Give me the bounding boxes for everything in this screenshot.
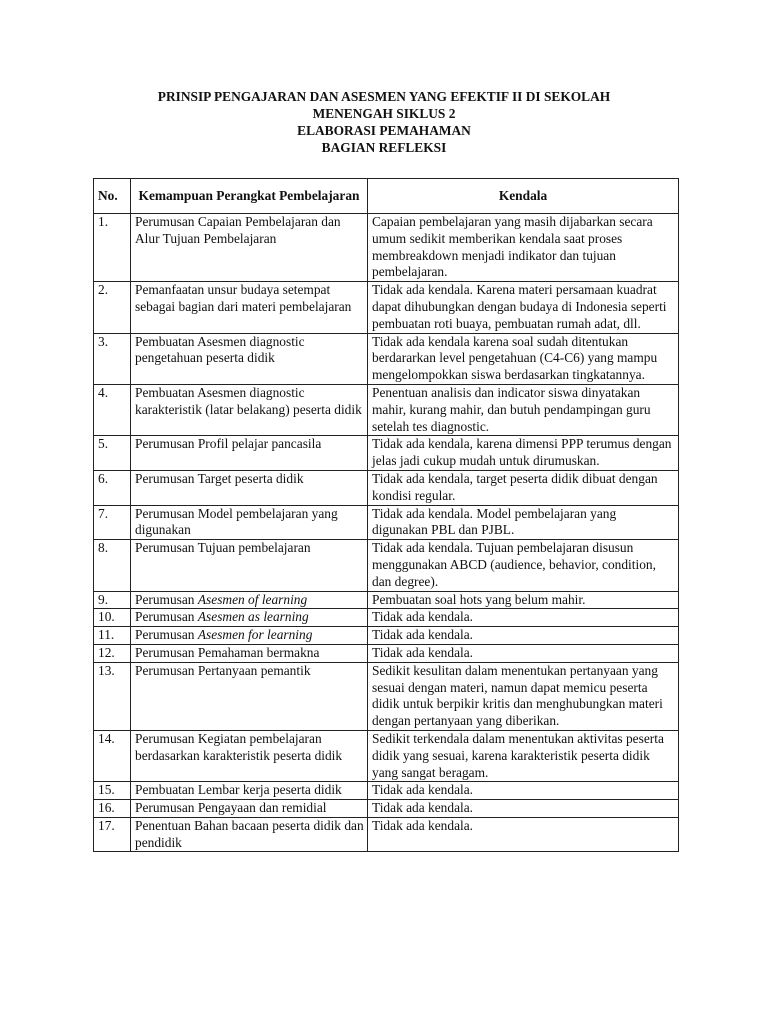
row-kendala: Tidak ada kendala.	[368, 817, 679, 852]
row-kendala: Pembuatan soal hots yang belum mahir.	[368, 591, 679, 609]
row-kendala: Tidak ada kendala, target peserta didik dibuat dengan kondisi regular.	[368, 470, 679, 505]
table-body	[94, 214, 679, 852]
row-number: 11.	[94, 627, 131, 645]
row-number: 16.	[94, 800, 131, 818]
document-title	[0, 88, 768, 156]
row-kemampuan: Perumusan Target peserta didik	[131, 470, 368, 505]
row-kemampuan: Pembuatan Asesmen diagnostic pengetahuan peserta didik	[131, 333, 368, 384]
row-kemampuan: Perumusan Model pembelajaran yang digunakan	[131, 505, 368, 540]
table-row	[94, 609, 679, 627]
table-row	[94, 800, 679, 818]
row-kemampuan: Perumusan Pertanyaan pemantik	[131, 662, 368, 730]
kemampuan-prefix: Perumusan	[135, 627, 198, 643]
row-kemampuan: Perumusan Pengayaan dan remidial	[131, 800, 368, 818]
row-kemampuan: Pembuatan Lembar kerja peserta didik	[131, 782, 368, 800]
table-row	[94, 505, 679, 540]
kemampuan-prefix: Perumusan	[135, 591, 198, 607]
table-row	[94, 644, 679, 662]
kemampuan-italic-term: Asesmen of learning	[197, 591, 308, 607]
row-kemampuan: Perumusan Tujuan pembelajaran	[131, 540, 368, 591]
row-kemampuan: Pemanfaatan unsur budaya setempat sebagai bagian dari materi pembelajaran	[131, 282, 368, 333]
table-row	[94, 384, 679, 435]
title-line-3: ELABORASI PEMAHAMAN	[297, 123, 471, 138]
row-kemampuan: Penentuan Bahan bacaan peserta didik dan pendidik	[131, 817, 368, 852]
row-number: 3.	[94, 333, 131, 384]
table-row	[94, 333, 679, 384]
row-number: 6.	[94, 470, 131, 505]
table-row	[94, 282, 679, 333]
row-number: 1.	[94, 214, 131, 282]
table-row	[94, 627, 679, 645]
row-kendala: Tidak ada kendala, karena dimensi PPP terumus dengan jelas jadi cukup mudah untuk dirumuskan.	[368, 436, 679, 471]
reflection-table	[93, 178, 679, 852]
row-kemampuan	[131, 609, 368, 627]
row-number: 5.	[94, 436, 131, 471]
table-row	[94, 662, 679, 730]
row-kendala: Tidak ada kendala. Model pembelajaran yang digunakan PBL dan PJBL.	[368, 505, 679, 540]
table-header-row	[94, 179, 679, 214]
row-kendala: Sedikit kesulitan dalam menentukan pertanyaan yang sesuai dengan materi, namun dapat memicu peserta didik untuk berpikir kritis dan menghubungkan materi dengan pertanyaan yang diberikan.	[368, 662, 679, 730]
row-kendala: Tidak ada kendala karena soal sudah ditentukan berdararkan level pengetahuan (C4-C6) yang mampu mengelompokkan siswa berdasarkan tingkatannya.	[368, 333, 679, 384]
row-number: 13.	[94, 662, 131, 730]
row-kemampuan: Perumusan Kegiatan pembelajaran berdasarkan karakteristik peserta didik	[131, 730, 368, 781]
table-row	[94, 540, 679, 591]
title-line-1: PRINSIP PENGAJARAN DAN ASESMEN YANG EFEKTIF II DI SEKOLAH	[157, 89, 611, 104]
table-row	[94, 817, 679, 852]
row-kemampuan: Perumusan Profil pelajar pancasila	[131, 436, 368, 471]
row-kendala: Penentuan analisis dan indicator siswa dinyatakan mahir, kurang mahir, dan butuh pendampingan guru setelah tes diagnostic.	[368, 384, 679, 435]
header-kendala: Kendala	[368, 179, 679, 214]
kemampuan-italic-term: Asesmen as learning	[197, 609, 309, 625]
row-kemampuan: Pembuatan Asesmen diagnostic karakteristik (latar belakang) peserta didik	[131, 384, 368, 435]
row-kemampuan	[131, 627, 368, 645]
row-number: 8.	[94, 540, 131, 591]
row-kemampuan: Perumusan Capaian Pembelajaran dan Alur Tujuan Pembelajaran	[131, 214, 368, 282]
row-kendala: Tidak ada kendala.	[368, 627, 679, 645]
row-kemampuan	[131, 591, 368, 609]
row-kemampuan: Perumusan Pemahaman bermakna	[131, 644, 368, 662]
table-row	[94, 436, 679, 471]
row-number: 4.	[94, 384, 131, 435]
row-kendala: Tidak ada kendala. Karena materi persamaan kuadrat dapat dihubungkan dengan budaya di Indonesia seperti pembuatan roti buaya, pembuatan rumah adat, dll.	[368, 282, 679, 333]
table-row	[94, 782, 679, 800]
header-kemampuan: Kemampuan Perangkat Pembelajaran	[131, 179, 368, 214]
kemampuan-prefix: Perumusan	[135, 609, 198, 625]
row-kendala: Sedikit terkendala dalam menentukan aktivitas peserta didik yang sesuai, karena karakteristik peserta didik yang sangat beragam.	[368, 730, 679, 781]
row-number: 15.	[94, 782, 131, 800]
row-number: 17.	[94, 817, 131, 852]
title-line-2: MENENGAH SIKLUS 2	[312, 106, 456, 121]
table-row	[94, 214, 679, 282]
row-kendala: Tidak ada kendala.	[368, 609, 679, 627]
header-no: No.	[94, 179, 131, 214]
row-number: 10.	[94, 609, 131, 627]
row-kendala: Tidak ada kendala.	[368, 782, 679, 800]
title-line-4: BAGIAN REFLEKSI	[321, 140, 447, 155]
row-number: 14.	[94, 730, 131, 781]
table-row	[94, 591, 679, 609]
kemampuan-italic-term: Asesmen for learning	[197, 627, 313, 643]
row-number: 2.	[94, 282, 131, 333]
row-kendala: Tidak ada kendala.	[368, 800, 679, 818]
row-number: 12.	[94, 644, 131, 662]
table-row	[94, 730, 679, 781]
row-kendala: Tidak ada kendala. Tujuan pembelajaran disusun menggunakan ABCD (audience, behavior, condition, dan degree).	[368, 540, 679, 591]
row-kendala: Capaian pembelajaran yang masih dijabarkan secara umum sedikit memberikan kendala saat proses membreakdown menjadi indikator dan tujuan pembelajaran.	[368, 214, 679, 282]
row-number: 7.	[94, 505, 131, 540]
row-number: 9.	[94, 591, 131, 609]
table-row	[94, 470, 679, 505]
row-kendala: Tidak ada kendala.	[368, 644, 679, 662]
